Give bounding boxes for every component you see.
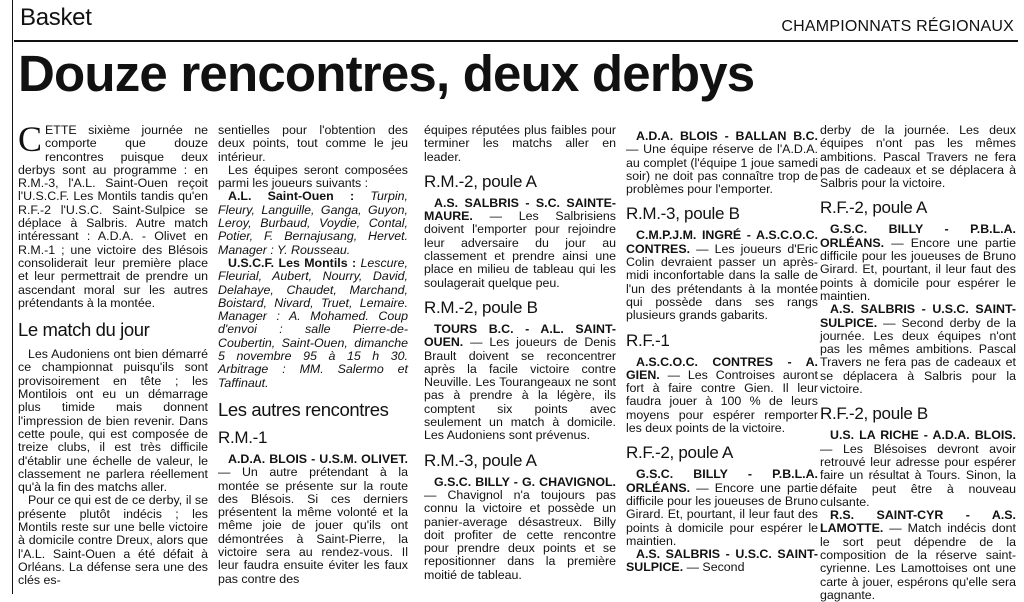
division-heading: R.M.-1 [218, 427, 268, 447]
column-4 [626, 130, 818, 575]
column-2 [218, 124, 408, 586]
match-item: A.S. SALBRIS - S.C. SAINTE-MAURE. — Les Salbrisiens doivent l'emporter pour rejoindre leur adversaire du jour au classement et prendre ainsi une place en milieu de tableau qui les soulagerait quelque peu. [424, 195, 616, 290]
match-item: A.S.C.O.C. CONTRES - A. GIEN. — Les Controises auront fort à faire contre Gien. Il leur faudra jouer à 100 % de leurs moyens pour espérer remporter les deux points de la victoire. [626, 354, 818, 436]
match-item: R.S. SAINT-CYR - A.S. LAMOTTE. — Match indécis dont le sort peut dépendre de la composition de la réserve saint-cyrienne. Les Lamottoises ont une carte à jouer, espérons qu'elle sera gagnante. [820, 508, 1016, 602]
division-heading: R.M.-2, poule B [424, 297, 538, 317]
column-1 [18, 119, 208, 588]
division-heading: R.F.-2, poule B [820, 404, 928, 424]
match-item: C.M.P.J.M. INGRÉ - A.S.C.O.C. CONTRES. — Les joueurs d'Eric Colin devraient passer un après-midi inconfortable dans la salle de l'un des prétendants à la montée qui possède dans ses rangs plusieurs grands gabarits. [626, 228, 818, 323]
match-item: G.S.C. BILLY - P.B.L.A. ORLÉANS. — Encore une partie difficile pour les joueuses de Bruno Girard. Et, pourtant, il leur faut des points à domicile pour espérer le maintien. [626, 467, 818, 548]
paragraph: derby de la journée. Les deux équipes n'ont pas les mêmes ambitions. Pascal Travers ne fera pas de cadeaux et se déplacera à Salbris pour la victoire. [820, 123, 1016, 191]
division-heading: R.F.-2, poule A [820, 198, 928, 218]
section-label: Basket [20, 4, 92, 31]
headline: Douze rencontres, deux derbys [18, 45, 755, 102]
match-of-day-heading: Le match du jour [18, 319, 150, 341]
paragraph: Les équipes seront composées parmi les joueurs suivants : [218, 162, 408, 191]
match-item: A.S. SALBRIS - U.S.C. SAINT-SULPICE. — Second [626, 547, 818, 575]
match-item: U.S. LA RICHE - A.D.A. BLOIS. — Les Blésoises devront avoir retrouvé leur adresse pour espérer faire un résultat à Tours. Sinon, la défaite peut être à nouveau culsante. [820, 428, 1016, 509]
paragraph: Les Audoniens ont bien démarré ce championnat puisqu'ils sont provisoirement en tête ; les Montilois ont eu un démarrage plus timide mais donnent l'impression de bien revenir. Dans cette poule, qui est composée de treize clubs, il est très difficile d'établir une échelle de valeur, le classement ne parlera réellement qu'à la fin des matchs aller. [18, 347, 208, 495]
division-heading: R.M.-3, poule B [626, 204, 740, 224]
match-item: A.D.A. BLOIS - BALLAN B.C. — Une équipe réserve de l'A.D.A. au complet (l'équipe 1 joue samedi soir) ne doit pas connaître trop de problèmes pour l'emporter. [626, 129, 818, 197]
intro-paragraph: CETTE sixième journée ne comporte que douze rencontres puisque deux derbys sont au programme : en R.M.-3, l'A.L. Saint-Ouen reçoit l'U.S.C.F. Les Montils tandis qu'en R.F.-2 l'U.S.C. Saint-Sulpice se déplace à Salbris. Autre match intéressant : A.D.A. - Olivet en R.M.-1 ; une victoire des Blésois consoliderait leur première place et leur permettrait de prendre un ascendant moral sur les autres prétendants à la montée. [18, 119, 208, 310]
division-heading: R.F.-1 [626, 330, 670, 350]
left-column-rule [12, 0, 13, 594]
match-item: G.S.C. BILLY - P.B.L.A. ORLÉANS. — Encore une partie difficile pour les joueuses de Bruno Girard. Et, pourtant, il leur faut des points à domicile pour espérer le maintien. [820, 222, 1016, 303]
header-rule [14, 40, 1018, 42]
division-heading: R.M.-2, poule A [424, 171, 537, 191]
match-item: G.S.C. BILLY - G. CHAVIGNOL. — Chavignol n'a toujours pas connu la victoire et possède un panier-average désastreux. Billy doit profiter de cette rencontre pour prendre deux points et se repositionner dans la première moitié de tableau. [424, 474, 616, 582]
paragraph: équipes réputées plus faibles pour terminer les matchs aller en leader. [424, 123, 616, 164]
rubric-label: CHAMPIONNATS RÉGIONAUX [781, 18, 1014, 35]
team-roster: A.L. Saint-Ouen : Turpin, Fleury, Languille, Ganga, Guyon, Leroy, Burbaud, Voydie, Contal, Potier, F. Bernajusang, Hervet. Manager : Y. Rousseau. [218, 189, 408, 257]
other-matches-heading: Les autres rencontres [218, 398, 389, 420]
column-5 [820, 124, 1016, 602]
match-item: A.S. SALBRIS - U.S.C. SAINT-SULPICE. — Second derby de la journée. Les deux équipes n'ont pas les mêmes ambitions. Pascal Travers ne fera pas de cadeaux et se déplacera à Salbris pour la victoire. [820, 302, 1016, 397]
division-heading: R.F.-2, poule A [626, 443, 734, 463]
team-roster: U.S.C.F. Les Montils : Lescure, Fleurial, Aubert, Nourry, David, Delahaye, Chaudet, Marchand, Boistard, Nivard, Truet, Lemaire. Manager : A. Mohamed. Coup d'envoi : salle Pierre-de-Coubertin, Saint-Ouen, dimanche 5 novembre 95 à 15 h 30. Arbitrage : MM. Salermo et Taffinaut. [218, 255, 408, 390]
match-item: TOURS B.C. - A.L. SAINT-OUEN. — Les joueurs de Denis Brault doivent se reconcentrer après la facile victoire contre Neuville. Les Tourangeaux ne sont pas à prendre à la légère, ils comptent six points avec seulement un match à domicile. Les Audoniens sont prévenus. [424, 321, 616, 443]
paragraph: sentielles pour l'obtention des deux points, tout comme le jeu intérieur. [218, 123, 408, 164]
column-3 [424, 124, 616, 582]
paragraph: Pour ce qui est de ce derby, il se présente plutôt indécis ; les Montils reste sur une belle victoire à domicile contre Dreux, alors que l'A.L. Saint-Ouen a été défait à Orléans. La défense sera une des clés es- [18, 493, 208, 588]
division-heading: R.M.-3, poule A [424, 450, 537, 470]
match-item: A.D.A. BLOIS - U.S.M. OLIVET. — Un autre prétendant à la montée se présente sur la route des Blésois. Si ces derniers présentent la même volonté et la même joie de jouer qu'ils ont démontrées à Saint-Pierre, la victoire sera au rendez-vous. Il leur faudra ensuite éviter les faux pas contre des [218, 451, 408, 586]
drop-cap: C [18, 119, 43, 159]
